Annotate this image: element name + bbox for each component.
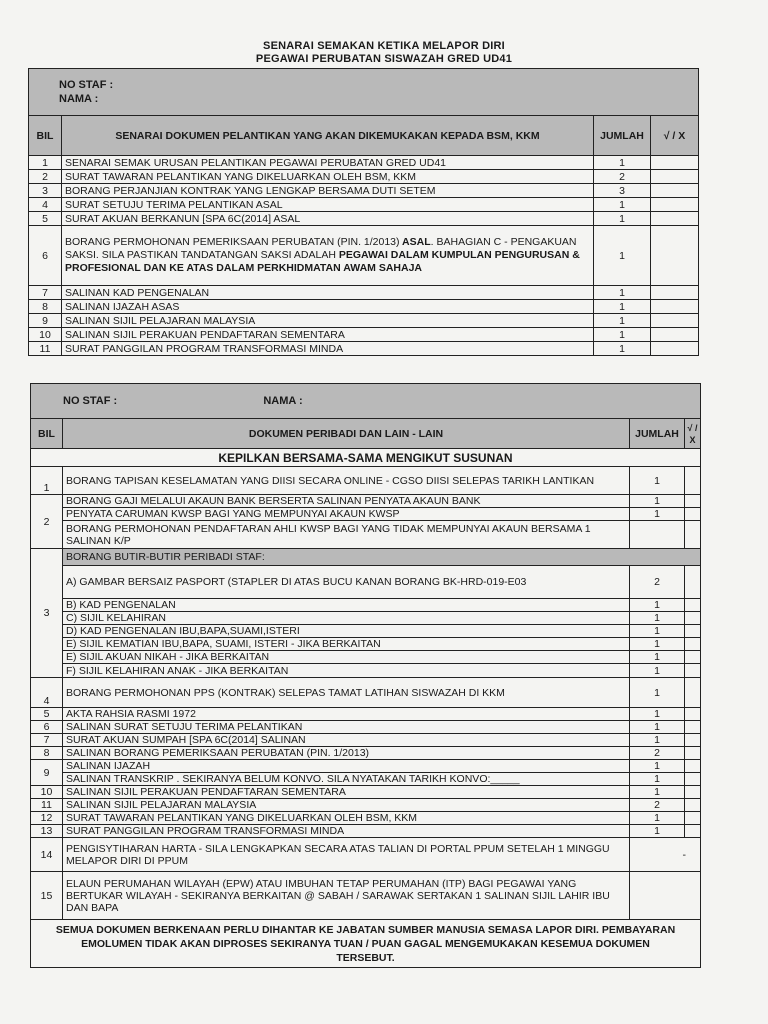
header-bil: BIL	[29, 116, 62, 156]
row-bil: 15	[31, 872, 63, 920]
table-row	[29, 170, 699, 184]
table-row	[31, 734, 701, 747]
row-jumlah: 1	[594, 314, 651, 328]
tick-cell[interactable]	[685, 799, 701, 812]
row-jumlah: 3	[594, 184, 651, 198]
tick-cell[interactable]	[685, 508, 701, 521]
row-jumlah: 1	[594, 156, 651, 170]
row-jumlah: 1	[594, 212, 651, 226]
row-jumlah: 2	[630, 566, 685, 599]
tick-cell[interactable]	[651, 226, 699, 286]
row-jumlah: 1	[594, 226, 651, 286]
row-text: SENARAI SEMAK URUSAN PELANTIKAN PEGAWAI PERUBATAN GRED UD41	[62, 156, 594, 170]
row-jumlah	[630, 521, 685, 549]
table-row	[31, 678, 701, 708]
row-text: SURAT AKUAN SUMPAH [SPA 6C(2014] SALINAN	[63, 734, 630, 747]
table-row	[31, 495, 701, 508]
staff-info-row	[31, 384, 701, 419]
row-text: PENYATA CARUMAN KWSP BAGI YANG MEMPUNYAI AKAUN KWSP	[63, 508, 630, 521]
tick-cell[interactable]	[685, 734, 701, 747]
row-text: ELAUN PERUMAHAN WILAYAH (EPW) ATAU IMBUHAN TETAP PERUMAHAN (ITP) BAGI PEGAWAI YANG BERTUKAR WILAYAH - SEKIRANYA BERKAITAN @ SABAH / SARAWAK SERTAKAN 1 SALINAN SIJIL LAHIR IBU DAN BAPA	[63, 872, 630, 920]
row-bil: 4	[31, 678, 63, 708]
tick-cell[interactable]	[685, 825, 701, 838]
table-row	[31, 872, 701, 920]
row-text: D) KAD PENGENALAN IBU,BAPA,SUAMI,ISTERI	[63, 625, 630, 638]
tick-cell[interactable]	[651, 300, 699, 314]
row-text: BORANG PERMOHONAN PENDAFTARAN AHLI KWSP BAGI YANG TIDAK MEMPUNYAI AKAUN BERSAMA 1 SALINAN K/P	[63, 521, 630, 549]
table-row	[29, 226, 699, 286]
table-row	[31, 467, 701, 495]
row-text	[62, 226, 594, 286]
tick-cell[interactable]	[651, 314, 699, 328]
row-bil: 10	[31, 786, 63, 799]
row-bil: 2	[29, 170, 62, 184]
row-bil: 5	[29, 212, 62, 226]
row-bil: 1	[29, 156, 62, 170]
row-bil: 8	[31, 747, 63, 760]
row-section-heading: BORANG BUTIR-BUTIR PERIBADI STAF:	[63, 549, 701, 566]
tick-cell[interactable]	[651, 184, 699, 198]
row-bil: 7	[29, 286, 62, 300]
row-text: SALINAN SIJIL PELAJARAN MALAYSIA	[63, 799, 630, 812]
table-row	[29, 314, 699, 328]
row-text: SALINAN KAD PENGENALAN	[62, 286, 594, 300]
row-text: SALINAN BORANG PEMERIKSAAN PERUBATAN (PIN. 1/2013)	[63, 747, 630, 760]
header-senarai: SENARAI DOKUMEN PELANTIKAN YANG AKAN DIKEMUKAKAN KEPADA BSM, KKM	[62, 116, 594, 156]
row-text: A) GAMBAR BERSAIZ PASPORT (STAPLER DI ATAS BUCU KANAN BORANG BK-HRD-019-E03	[63, 566, 630, 599]
row-jumlah: 1	[594, 300, 651, 314]
row-bil: 8	[29, 300, 62, 314]
nama-label: NAMA :	[263, 395, 303, 407]
page-title-line-2: PEGAWAI PERUBATAN SISWAZAH GRED UD41	[255, 53, 513, 65]
row-bil: 6	[29, 226, 62, 286]
row-text: SALINAN IJAZAH ASAS	[62, 300, 594, 314]
tick-cell[interactable]	[685, 664, 701, 678]
row-text: SALINAN SURAT SETUJU TERIMA PELANTIKAN	[63, 721, 630, 734]
row-jumlah: 2	[594, 170, 651, 184]
table-row	[31, 747, 701, 760]
row-text: SALINAN TRANSKRIP . SEKIRANYA BELUM KONVO. SILA NYATAKAN TARIKH KONVO:_____	[63, 773, 630, 786]
row-jumlah: 1	[630, 721, 685, 734]
row-jumlah: 1	[630, 786, 685, 799]
table-row	[31, 760, 701, 773]
tick-cell[interactable]	[685, 521, 701, 549]
tick-cell[interactable]	[651, 342, 699, 356]
table-row	[31, 599, 701, 612]
row-text: SURAT PANGGILAN PROGRAM TRANSFORMASI MINDA	[62, 342, 594, 356]
row-text-part: . BAHAGIAN C - PENGAKUAN SAKSI. SILA PASTIKAN TANDATANGAN SAKSI ADALAH	[65, 236, 577, 261]
table-row	[29, 184, 699, 198]
row-jumlah: 1	[630, 612, 685, 625]
table-header-row	[31, 419, 701, 449]
row-bil: 4	[29, 198, 62, 212]
note-row	[31, 920, 701, 968]
table-row	[31, 786, 701, 799]
row-jumlah: 1	[594, 328, 651, 342]
row-jumlah: 1	[630, 773, 685, 786]
row-jumlah: 1	[630, 760, 685, 773]
tick-cell[interactable]	[685, 812, 701, 825]
row-bil: 6	[31, 721, 63, 734]
table-row	[31, 549, 701, 566]
row-text: SURAT SETUJU TERIMA PELANTIKAN ASAL	[62, 198, 594, 212]
appointment-documents-table	[28, 68, 699, 356]
row-text: BORANG TAPISAN KESELAMATAN YANG DIISI SECARA ONLINE - CGSO DIISI SELEPAS TARIKH LANTIKAN	[63, 467, 630, 495]
row-bil: 3	[31, 549, 63, 678]
row-text: E) SIJIL KEMATIAN IBU,BAPA, SUAMI, ISTERI - JIKA BERKAITAN	[63, 638, 630, 651]
row-bil: 13	[31, 825, 63, 838]
row-bil: 3	[29, 184, 62, 198]
row-jumlah: 1	[630, 508, 685, 521]
row-jumlah: 1	[630, 495, 685, 508]
row-jumlah	[630, 872, 701, 920]
row-text: B) KAD PENGENALAN	[63, 599, 630, 612]
kepilkan-heading: KEPILKAN BERSAMA-SAMA MENGIKUT SUSUNAN	[31, 449, 701, 467]
row-bil: 7	[31, 734, 63, 747]
tick-cell[interactable]	[685, 651, 701, 664]
tick-cell[interactable]	[685, 708, 701, 721]
row-text-part: BORANG PERMOHONAN PEMERIKSAAN PERUBATAN (PIN. 1/2013)	[65, 236, 400, 248]
row-text-asal: ASAL	[399, 236, 431, 248]
tick-cell[interactable]	[685, 638, 701, 651]
table-row	[31, 625, 701, 638]
row-jumlah: 1	[594, 198, 651, 212]
header-jumlah: JUMLAH	[594, 116, 651, 156]
row-text: BORANG PERJANJIAN KONTRAK YANG LENGKAP BERSAMA DUTI SETEM	[62, 184, 594, 198]
row-text: SURAT TAWARAN PELANTIKAN YANG DIKELUARKAN OLEH BSM, KKM	[62, 170, 594, 184]
row-jumlah: 1	[630, 625, 685, 638]
kepilkan-row	[31, 449, 701, 467]
row-jumlah: -	[630, 838, 701, 872]
nama-label: NAMA :	[59, 93, 99, 105]
tick-cell[interactable]	[685, 721, 701, 734]
header-jumlah: JUMLAH	[630, 419, 685, 449]
header-tick: √ / X	[651, 116, 699, 156]
table-row	[29, 198, 699, 212]
table-row	[31, 708, 701, 721]
tick-cell[interactable]	[651, 212, 699, 226]
tick-cell[interactable]	[685, 612, 701, 625]
table-row	[29, 342, 699, 356]
row-jumlah: 1	[630, 825, 685, 838]
tick-cell[interactable]	[685, 625, 701, 638]
row-jumlah: 1	[630, 664, 685, 678]
table-row	[29, 212, 699, 226]
table-row	[31, 838, 701, 872]
row-jumlah: 2	[630, 799, 685, 812]
no-staf-label: NO STAF :	[59, 79, 114, 91]
row-bil: 2	[31, 495, 63, 549]
tick-cell[interactable]	[685, 495, 701, 508]
row-text: C) SIJIL KELAHIRAN	[63, 612, 630, 625]
row-jumlah: 1	[630, 734, 685, 747]
table-row	[29, 300, 699, 314]
submission-note: SEMUA DOKUMEN BERKENAAN PERLU DIHANTAR KE JABATAN SUMBER MANUSIA SEMASA LAPOR DIRI. PEMBAYARAN EMOLUMEN TIDAK AKAN DIPROSES SEKIRANYA TUAN / PUAN GAGAL MENGEMUKAKAN KESEMUA DOKUMEN TERSEBUT.	[31, 920, 701, 968]
row-bil: 14	[31, 838, 63, 872]
table-row	[31, 566, 701, 599]
row-text: SALINAN SIJIL PERAKUAN PENDAFTARAN SEMENTARA	[62, 328, 594, 342]
row-jumlah: 1	[630, 678, 685, 708]
table-row	[31, 508, 701, 521]
row-text: BORANG GAJI MELALUI AKAUN BANK BERSERTA SALINAN PENYATA AKAUN BANK	[63, 495, 630, 508]
tick-cell[interactable]	[685, 566, 701, 599]
personal-documents-table	[30, 383, 701, 968]
header-dokumen: DOKUMEN PERIBADI DAN LAIN - LAIN	[63, 419, 630, 449]
table-row	[29, 286, 699, 300]
table-row	[31, 638, 701, 651]
row-text: SALINAN SIJIL PELAJARAN MALAYSIA	[62, 314, 594, 328]
table-row	[31, 651, 701, 664]
row-text: E) SIJIL AKUAN NIKAH - JIKA BERKAITAN	[63, 651, 630, 664]
row-jumlah: 1	[630, 708, 685, 721]
table-row	[31, 812, 701, 825]
row-bil: 5	[31, 708, 63, 721]
tick-cell[interactable]	[685, 467, 701, 495]
row-text: BORANG PERMOHONAN PPS (KONTRAK) SELEPAS TAMAT LATIHAN SISWAZAH DI KKM	[63, 678, 630, 708]
row-bil: 10	[29, 328, 62, 342]
row-text: AKTA RAHSIA RASMI 1972	[63, 708, 630, 721]
row-bil: 9	[31, 760, 63, 786]
tick-cell[interactable]	[651, 198, 699, 212]
header-tick: √ / X	[685, 419, 701, 449]
row-jumlah: 1	[594, 286, 651, 300]
row-jumlah: 2	[630, 747, 685, 760]
row-jumlah: 1	[630, 638, 685, 651]
row-text: F) SIJIL KELAHIRAN ANAK - JIKA BERKAITAN	[63, 664, 630, 678]
row-text-bold: PEGAWAI DALAM KUMPULAN PENGURUSAN & PROFESIONAL DAN KE ATAS DALAM PERKHIDMATAN AWAM SAHAJA	[65, 249, 580, 274]
row-text: SURAT TAWARAN PELANTIKAN YANG DIKELUARKAN OLEH BSM, KKM	[63, 812, 630, 825]
tick-cell[interactable]	[651, 328, 699, 342]
tick-cell[interactable]	[651, 170, 699, 184]
tick-cell[interactable]	[685, 747, 701, 760]
row-bil: 9	[29, 314, 62, 328]
table-row	[31, 721, 701, 734]
table-row	[31, 521, 701, 549]
table-row	[29, 328, 699, 342]
tick-cell[interactable]	[651, 286, 699, 300]
tick-cell[interactable]	[685, 678, 701, 708]
row-jumlah: 1	[630, 467, 685, 495]
tick-cell[interactable]	[685, 599, 701, 612]
row-text: SURAT PANGGILAN PROGRAM TRANSFORMASI MINDA	[63, 825, 630, 838]
row-bil: 1	[31, 467, 63, 495]
table-row	[31, 773, 701, 786]
table-row	[31, 799, 701, 812]
row-bil: 12	[31, 812, 63, 825]
page-title-line-1: SENARAI SEMAKAN KETIKA MELAPOR DIRI	[263, 40, 505, 52]
row-bil: 11	[31, 799, 63, 812]
row-text: SALINAN SIJIL PERAKUAN PENDAFTARAN SEMENTARA	[63, 786, 630, 799]
row-jumlah: 1	[594, 342, 651, 356]
row-text: PENGISYTIHARAN HARTA - SILA LENGKAPKAN SECARA ATAS TALIAN DI PORTAL PPUM SETELAH 1 MINGGU MELAPOR DIRI DI PPUM	[63, 838, 630, 872]
table-row	[31, 825, 701, 838]
table-header-row	[29, 116, 699, 156]
table-row	[31, 664, 701, 678]
tick-cell[interactable]	[651, 156, 699, 170]
tick-cell[interactable]	[685, 760, 701, 773]
row-text: SALINAN IJAZAH	[63, 760, 630, 773]
table-row	[29, 156, 699, 170]
header-bil: BIL	[31, 419, 63, 449]
no-staf-label: NO STAF :	[63, 395, 118, 407]
row-text: SURAT AKUAN BERKANUN [SPA 6C(2014] ASAL	[62, 212, 594, 226]
row-jumlah: 1	[630, 812, 685, 825]
staff-info-row	[29, 69, 699, 116]
row-jumlah: 1	[630, 651, 685, 664]
table-row	[31, 612, 701, 625]
tick-cell[interactable]	[685, 786, 701, 799]
row-jumlah: 1	[630, 599, 685, 612]
row-bil: 11	[29, 342, 62, 356]
tick-cell[interactable]	[685, 773, 701, 786]
